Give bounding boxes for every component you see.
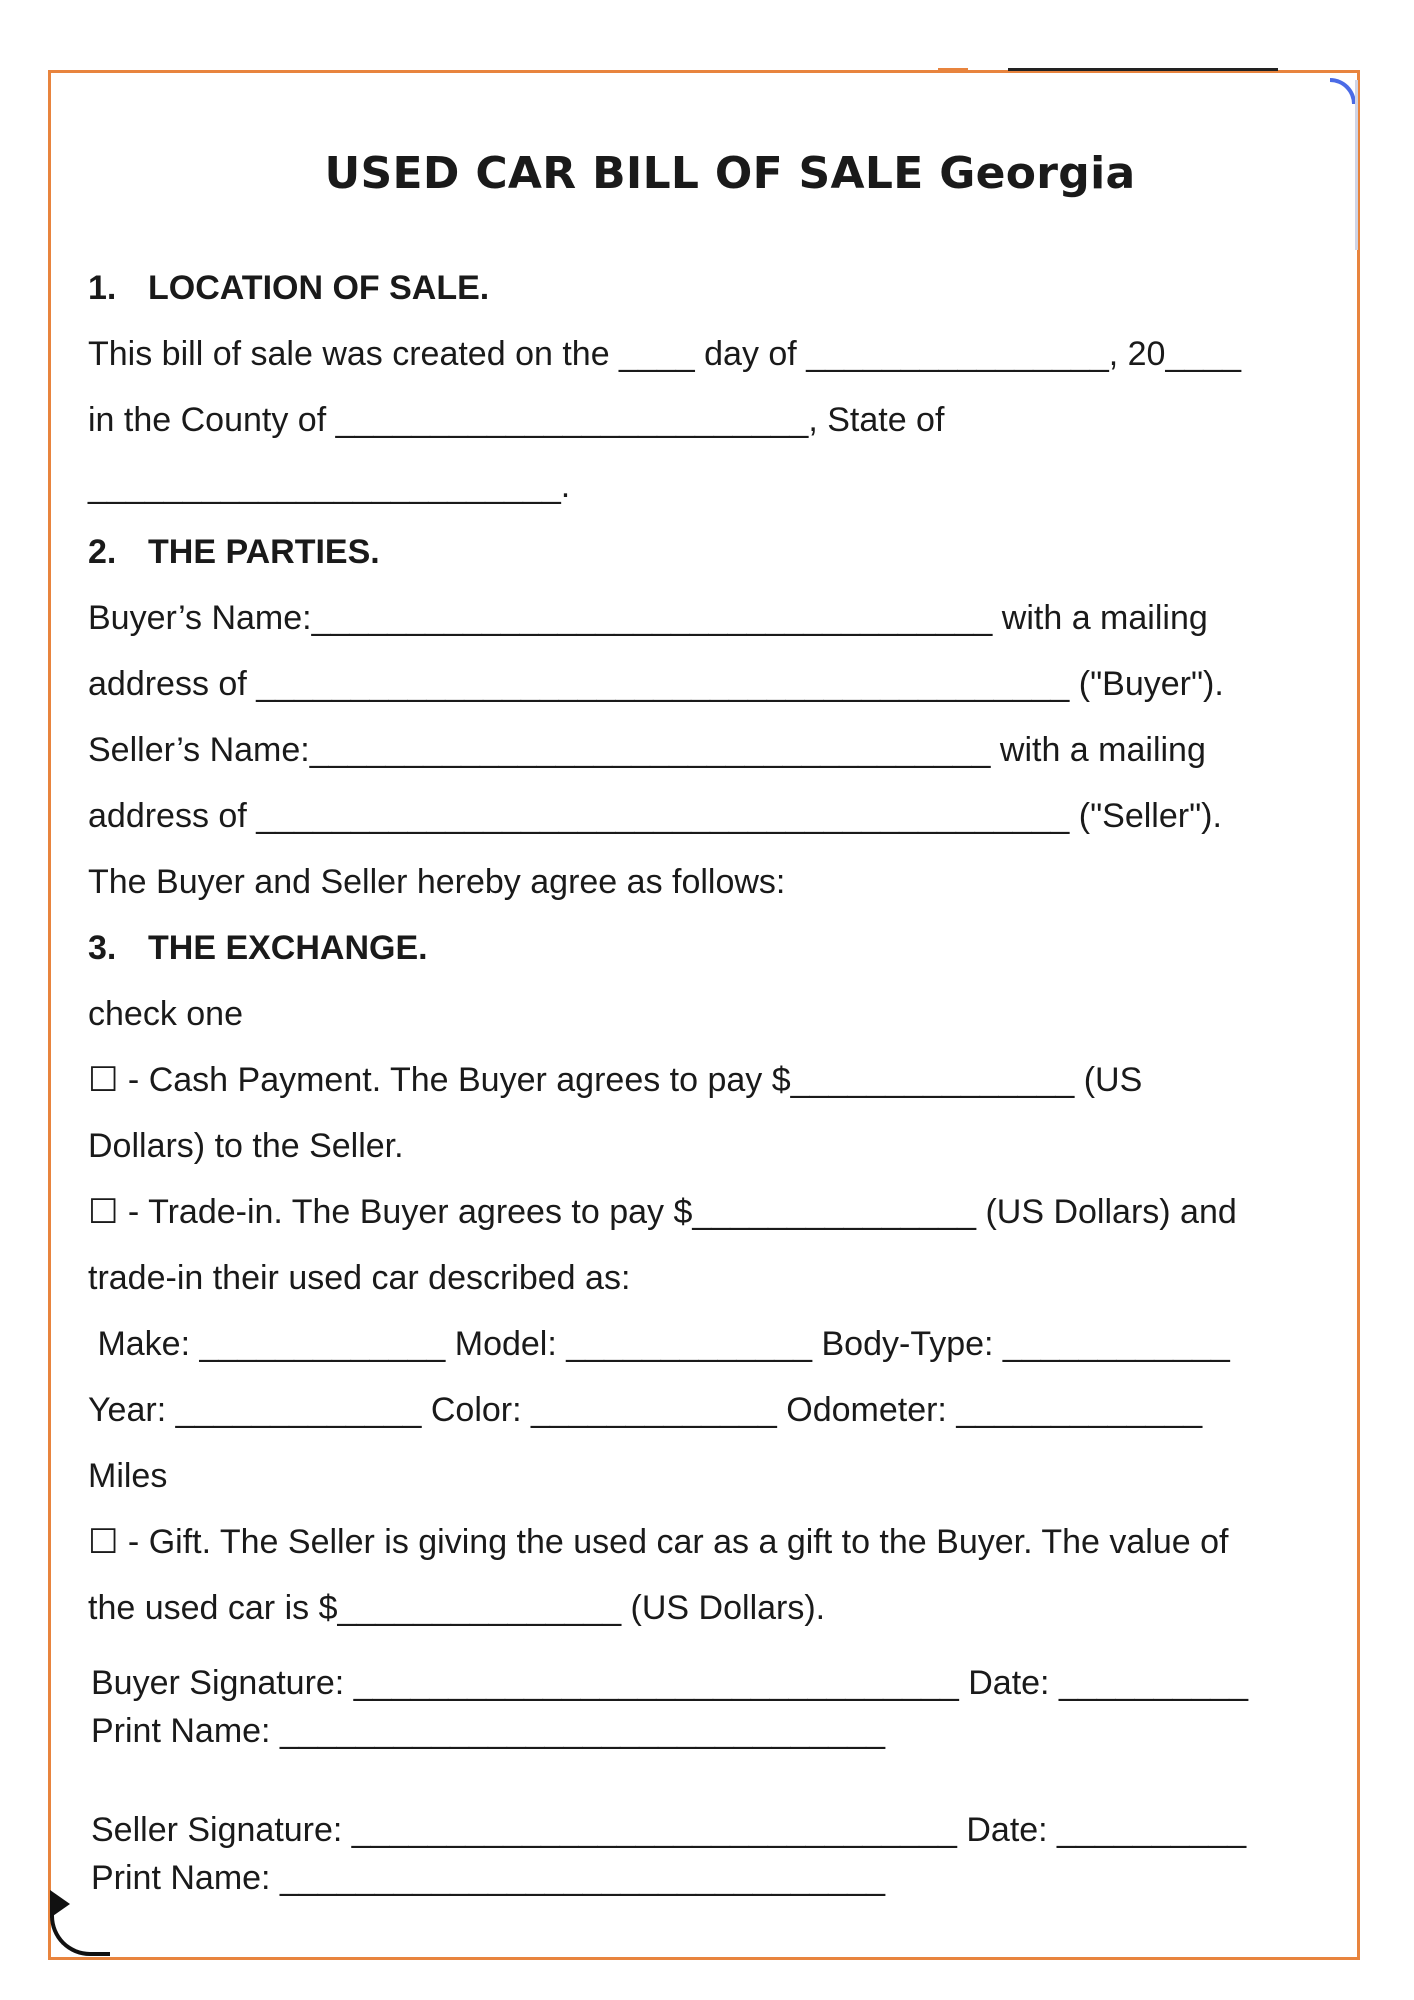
agreement-line: The Buyer and Seller hereby agree as follows: — [88, 863, 786, 901]
text-line: Miles — [88, 1457, 168, 1495]
buyer-print-name-line: Print Name: ________________________________ — [91, 1712, 886, 1750]
vehicle-year-color-line: Year: _____________ Color: _____________ Odometer: _____________ — [88, 1391, 1203, 1429]
section-heading-location: 1. LOCATION OF SALE. — [88, 269, 490, 307]
text-line: _________________________. — [88, 467, 571, 505]
seller-address-line: address of ___________________________________________ ("Seller"). — [88, 797, 1222, 835]
buyer-signature-line: Buyer Signature: ________________________________ Date: __________ — [91, 1664, 1249, 1702]
buyer-name-line: Buyer’s Name:____________________________________ with a mailing — [88, 599, 1208, 637]
top-accent — [938, 68, 968, 71]
seller-print-name-line: Print Name: ________________________________ — [91, 1859, 886, 1897]
seller-signature-line: Seller Signature: ________________________________ Date: __________ — [91, 1811, 1247, 1849]
cash-payment-option: ☐ - Cash Payment. The Buyer agrees to pay $_______________ (US — [88, 1061, 1143, 1099]
vehicle-make-model-line: Make: _____________ Model: _____________ Body-Type: ____________ — [88, 1325, 1230, 1363]
trade-in-option: ☐ - Trade-in. The Buyer agrees to pay $_______________ (US Dollars) and — [88, 1193, 1237, 1231]
gift-option: ☐ - Gift. The Seller is giving the used car as a gift to the Buyer. The value of — [88, 1523, 1229, 1561]
section-heading-parties: 2. THE PARTIES. — [88, 533, 380, 571]
section-heading-exchange: 3. THE EXCHANGE. — [88, 929, 428, 967]
document-title: USED CAR BILL OF SALE Georgia — [324, 148, 1136, 199]
text-line: trade-in their used car described as: — [88, 1259, 631, 1297]
top-decoration — [48, 68, 1360, 74]
buyer-address-line: address of ___________________________________________ ("Buyer"). — [88, 665, 1224, 703]
top-rule — [1008, 68, 1278, 71]
check-one-label: check one — [88, 995, 243, 1033]
seller-name-line: Seller’s Name:____________________________________ with a mailing — [88, 731, 1206, 769]
text-line: Dollars) to the Seller. — [88, 1127, 404, 1165]
text-line: This bill of sale was created on the ____ day of ________________, 20____ — [88, 335, 1242, 373]
text-line: in the County of _________________________, State of — [88, 401, 945, 439]
text-line: the used car is $_______________ (US Dollars). — [88, 1589, 826, 1627]
